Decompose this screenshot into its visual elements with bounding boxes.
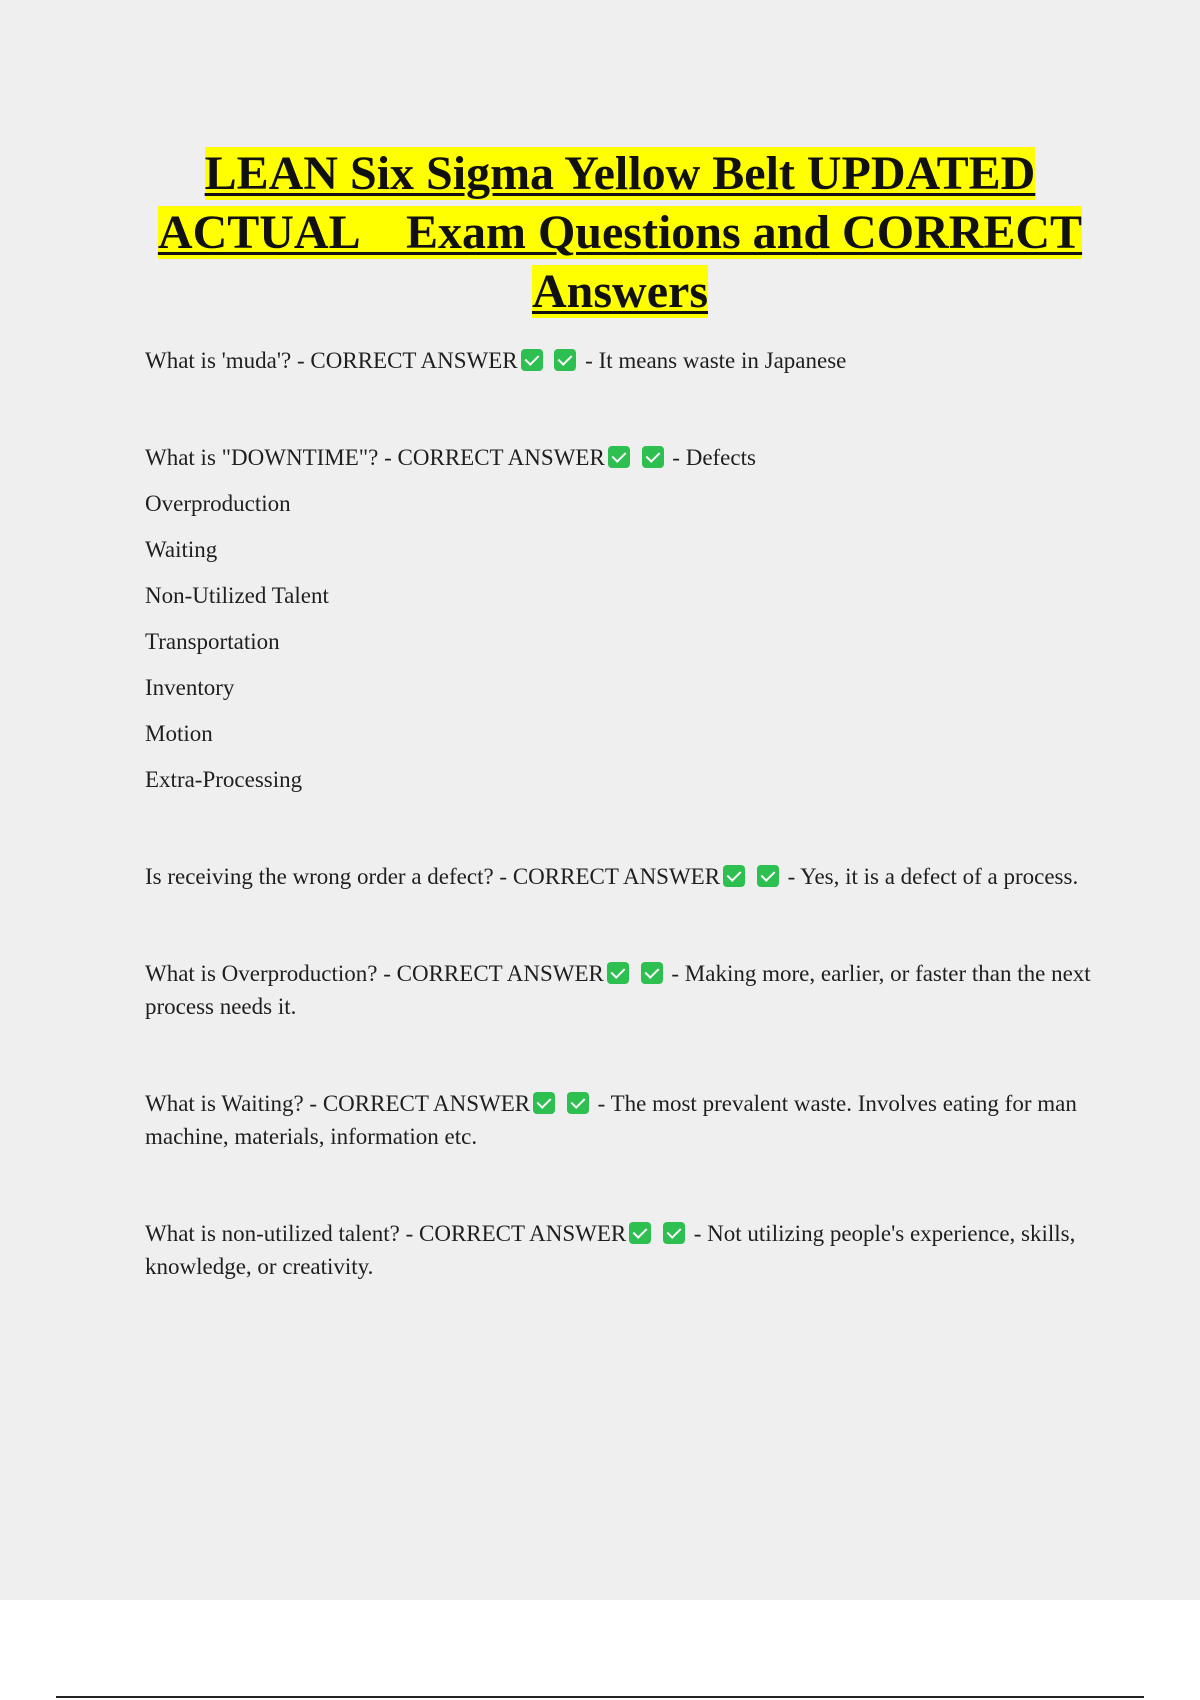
qa-item <box>145 957 1095 1023</box>
answer-text: - It means waste in Japanese <box>585 348 847 373</box>
list-item: Waiting <box>145 537 218 562</box>
answer-text: - Making more, earlier, or faster than the next process needs it. <box>145 961 1091 1019</box>
document-title <box>140 144 1100 321</box>
list-item: Inventory <box>145 675 235 700</box>
check-mark-icon <box>757 865 779 887</box>
check-mark-icon <box>533 1092 555 1114</box>
title-line-2: ACTUAL Exam Questions and CORRECT <box>157 206 1083 259</box>
check-mark-icon <box>554 349 576 371</box>
list-item: Extra-Processing <box>145 767 303 792</box>
answer-text: - Yes, it is a defect of a process. <box>787 864 1079 889</box>
check-mark-icon <box>629 1222 651 1244</box>
list-item: Transportation <box>145 629 280 654</box>
check-mark-icon <box>607 962 629 984</box>
question-text: What is Overproduction? - CORRECT ANSWER <box>145 961 604 986</box>
check-mark-icon <box>641 962 663 984</box>
check-mark-icon <box>521 349 543 371</box>
qa-item <box>145 1087 1095 1153</box>
question-text: What is Waiting? - CORRECT ANSWER <box>145 1091 531 1116</box>
answer-text: - The most prevalent waste. Involves eating for man machine, materials, information etc. <box>145 1091 1077 1149</box>
check-mark-icon <box>608 446 630 468</box>
list-item: Non-Utilized Talent <box>145 583 329 608</box>
list-item: Motion <box>145 721 213 746</box>
qa-item <box>145 441 1095 796</box>
question-text: Is receiving the wrong order a defect? - CORRECT ANSWER <box>145 864 721 889</box>
answer-text: - Not utilizing people's experience, skills, knowledge, or creativity. <box>145 1221 1076 1279</box>
question-text: What is "DOWNTIME"? - CORRECT ANSWER <box>145 445 605 470</box>
answer-text: - Defects <box>672 445 756 470</box>
question-text: What is non-utilized talent? - CORRECT ANSWER <box>145 1221 627 1246</box>
qa-item <box>145 344 1095 377</box>
list-item: Overproduction <box>145 491 291 516</box>
page-bottom-divider <box>56 1696 1144 1698</box>
title-line-1: LEAN Six Sigma Yellow Belt UPDATED <box>204 147 1036 200</box>
check-mark-icon <box>723 865 745 887</box>
title-line-3: Answers <box>532 265 708 318</box>
check-mark-icon <box>663 1222 685 1244</box>
question-text: What is 'muda'? - CORRECT ANSWER <box>145 348 518 373</box>
qa-item <box>145 1217 1095 1283</box>
qa-list <box>145 344 1095 1283</box>
qa-item <box>145 860 1095 893</box>
check-mark-icon <box>642 446 664 468</box>
check-mark-icon <box>567 1092 589 1114</box>
